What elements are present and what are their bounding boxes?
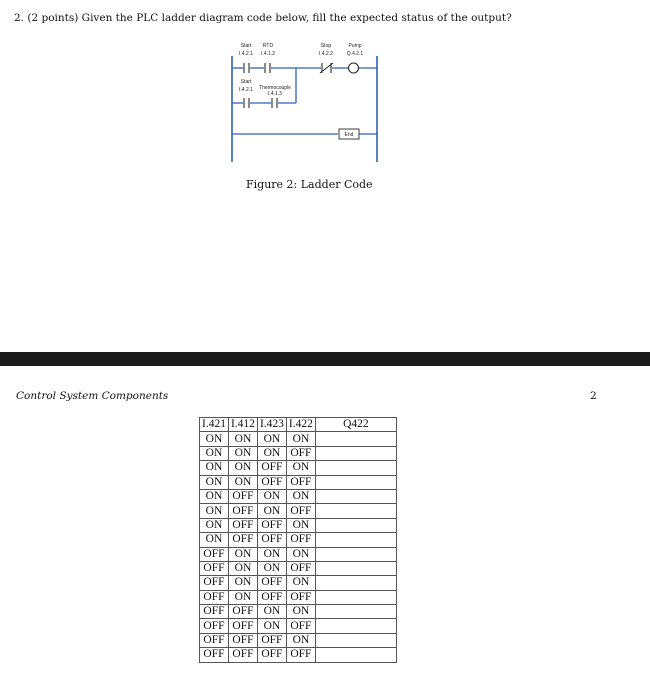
table-body	[200, 432, 397, 662]
table-cell: ON	[200, 504, 229, 518]
table-row	[200, 461, 397, 475]
contact-thermocouple	[272, 98, 277, 108]
output-cell[interactable]	[315, 432, 396, 446]
table-cell: ON	[200, 518, 229, 532]
table-row	[200, 475, 397, 489]
table-cell: OFF	[200, 619, 229, 633]
table-cell: ON	[200, 461, 229, 475]
table-cell: ON	[257, 547, 286, 561]
table-cell: OFF	[200, 547, 229, 561]
table-cell: ON	[228, 475, 257, 489]
table-cell: OFF	[286, 446, 315, 460]
output-cell[interactable]	[315, 619, 396, 633]
table-cell: OFF	[257, 518, 286, 532]
header-i423: I.423	[257, 418, 286, 432]
output-cell[interactable]	[315, 504, 396, 518]
table-cell: ON	[200, 446, 229, 460]
figure-caption: Figure 2: Ladder Code	[246, 178, 373, 191]
header-i421: I.421	[200, 418, 229, 432]
output-cell[interactable]	[315, 648, 396, 662]
table-cell: OFF	[200, 605, 229, 619]
table-cell: ON	[228, 576, 257, 590]
contact-start-2	[244, 98, 249, 108]
table-cell: OFF	[286, 475, 315, 489]
table-cell: ON	[286, 576, 315, 590]
table-cell: OFF	[257, 576, 286, 590]
table-cell: ON	[286, 518, 315, 532]
table-cell: ON	[257, 561, 286, 575]
table-cell: ON	[200, 432, 229, 446]
output-cell[interactable]	[315, 561, 396, 575]
table-row	[200, 547, 397, 561]
table-cell: ON	[257, 504, 286, 518]
table-cell: OFF	[228, 619, 257, 633]
table-row	[200, 590, 397, 604]
wires	[232, 68, 377, 134]
table-row	[200, 533, 397, 547]
table-cell: ON	[257, 605, 286, 619]
table-row	[200, 605, 397, 619]
table-cell: ON	[200, 533, 229, 547]
output-cell[interactable]	[315, 489, 396, 503]
truth-table	[199, 417, 397, 663]
contact-start-1	[244, 63, 249, 73]
contact-address-start-2: I.4.2.1	[239, 87, 253, 93]
coil-pump	[349, 63, 359, 73]
ladder-diagram	[0, 0, 650, 200]
table-cell: ON	[228, 590, 257, 604]
header-i412: I.412	[228, 418, 257, 432]
table-cell: ON	[257, 489, 286, 503]
output-cell[interactable]	[315, 605, 396, 619]
output-cell[interactable]	[315, 461, 396, 475]
table-cell: ON	[228, 561, 257, 575]
table-header-row	[200, 418, 397, 432]
footer-title: Control System Components	[16, 390, 169, 402]
table-cell: ON	[286, 461, 315, 475]
output-cell[interactable]	[315, 633, 396, 647]
output-cell[interactable]	[315, 446, 396, 460]
output-cell[interactable]	[315, 518, 396, 532]
table-cell: OFF	[286, 590, 315, 604]
table-cell: OFF	[200, 576, 229, 590]
page-divider	[0, 352, 650, 366]
table-cell: OFF	[228, 533, 257, 547]
table-row	[200, 432, 397, 446]
table-cell: OFF	[228, 489, 257, 503]
output-cell[interactable]	[315, 533, 396, 547]
contact-stop-nc	[320, 63, 333, 73]
table-cell: ON	[257, 432, 286, 446]
table-row	[200, 633, 397, 647]
power-rails	[232, 56, 377, 162]
table-row	[200, 504, 397, 518]
table-cell: OFF	[257, 590, 286, 604]
contact-address-rtd: I.4.1.2	[261, 51, 275, 57]
table-cell: OFF	[286, 504, 315, 518]
header-i422: I.422	[286, 418, 315, 432]
output-cell[interactable]	[315, 576, 396, 590]
table-cell: OFF	[257, 648, 286, 662]
table-cell: ON	[200, 489, 229, 503]
table-cell: ON	[257, 446, 286, 460]
contact-address-stop: I.4.2.2	[319, 51, 333, 57]
output-cell[interactable]	[315, 475, 396, 489]
contact-address-start-1: I.4.2.1	[239, 51, 253, 57]
table-cell: OFF	[200, 561, 229, 575]
contact-address-thermocouple: I.4.1.3	[268, 91, 282, 97]
table-cell: OFF	[286, 648, 315, 662]
contact-label-start-2: Start	[240, 79, 252, 85]
table-cell: ON	[228, 432, 257, 446]
contact-label-stop: Stop	[320, 43, 332, 49]
table-cell: OFF	[228, 605, 257, 619]
question-text: 2. (2 points) Given the PLC ladder diagram code below, fill the expected status of the output?	[14, 12, 512, 24]
table-cell: ON	[286, 489, 315, 503]
table-cell: OFF	[257, 633, 286, 647]
table-cell: ON	[286, 432, 315, 446]
table-cell: ON	[200, 475, 229, 489]
table-cell: OFF	[257, 475, 286, 489]
table-cell: OFF	[286, 561, 315, 575]
table-row	[200, 561, 397, 575]
table-cell: ON	[257, 619, 286, 633]
table-row	[200, 489, 397, 503]
table-cell: OFF	[200, 590, 229, 604]
table-row	[200, 446, 397, 460]
table-cell: ON	[228, 547, 257, 561]
table-cell: ON	[228, 446, 257, 460]
table-cell: OFF	[200, 633, 229, 647]
output-cell[interactable]	[315, 590, 396, 604]
coil-label-pump: Pump	[348, 43, 362, 49]
page-number: 2	[590, 390, 597, 402]
contact-rtd	[265, 63, 270, 73]
table-row	[200, 576, 397, 590]
table-cell: OFF	[228, 504, 257, 518]
table-cell: ON	[286, 633, 315, 647]
table-row	[200, 518, 397, 532]
table-cell: OFF	[286, 619, 315, 633]
table-cell: OFF	[257, 461, 286, 475]
table-cell: OFF	[228, 648, 257, 662]
table-cell: OFF	[228, 633, 257, 647]
end-label: End	[344, 132, 354, 138]
contact-label-thermocouple: Thermocouple	[259, 85, 291, 91]
table-cell: OFF	[228, 518, 257, 532]
table-cell: OFF	[200, 648, 229, 662]
table-cell: ON	[286, 605, 315, 619]
output-cell[interactable]	[315, 547, 396, 561]
coil-address-pump: Q.4.2.1	[346, 51, 364, 57]
header-q422: Q422	[315, 418, 396, 432]
contact-label-start-1: Start	[240, 43, 252, 49]
table-cell: ON	[228, 461, 257, 475]
table-row	[200, 619, 397, 633]
table-row	[200, 648, 397, 662]
table-cell: OFF	[286, 533, 315, 547]
table-cell: OFF	[257, 533, 286, 547]
table-cell: ON	[286, 547, 315, 561]
contact-label-rtd: RTD	[262, 43, 274, 49]
